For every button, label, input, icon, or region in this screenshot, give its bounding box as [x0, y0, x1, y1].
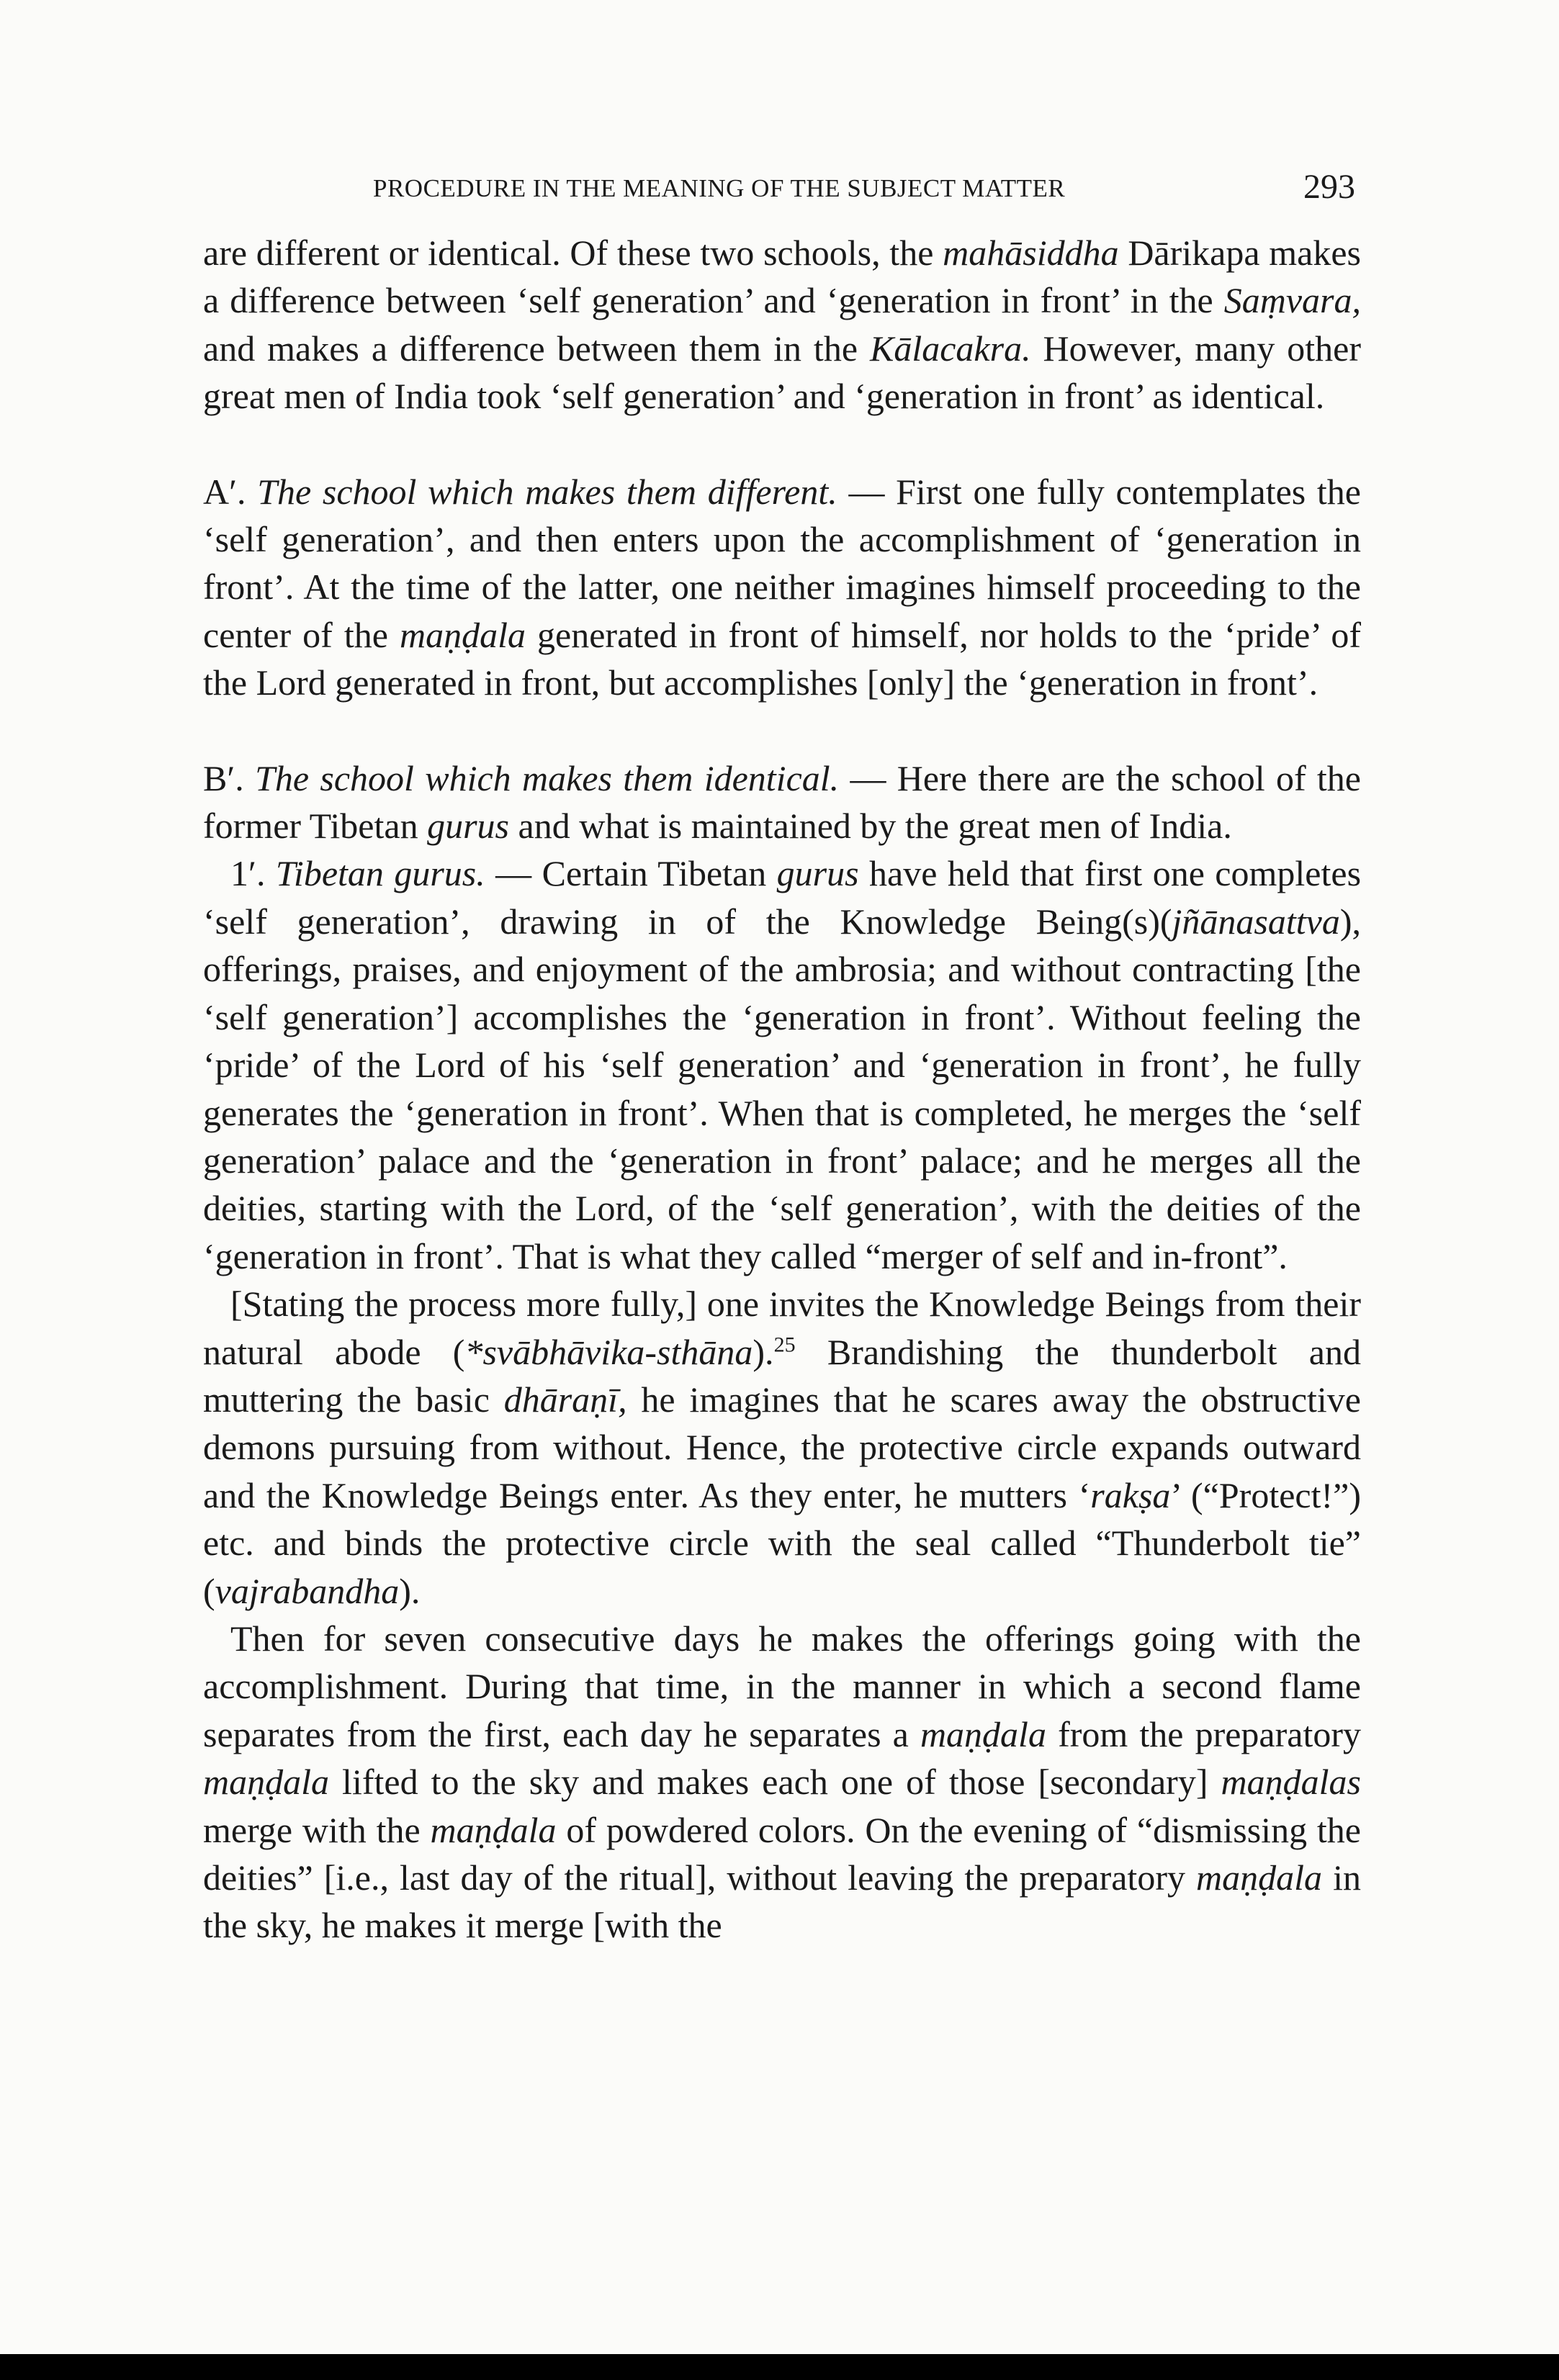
term-mandala: maṇḍala [400, 614, 526, 655]
intro-paragraph [203, 229, 1361, 420]
term-mandalas: maṇḍalas [1221, 1762, 1361, 1803]
page-header [0, 168, 1559, 215]
footnote-ref[interactable]: 25 [773, 1332, 796, 1356]
section-b-text-2: and what is maintained by the great men of India. [509, 806, 1232, 847]
section-a-text-1: — First one fully contemplates the ‘self generation’, and then enters upon the accomplishment of ‘generation in front’. At the time of the latter, one neither imagines himself proceeding to the center of the [203, 471, 1361, 655]
then-text-6: in the sky, he makes it merge [with the [203, 1857, 1361, 1946]
section-a-heading: The school which makes them different. [257, 471, 837, 512]
section-b1-label: 1′. [230, 853, 276, 894]
then-text-4: merge with the [203, 1809, 431, 1850]
term-gurus: gurus [427, 806, 510, 847]
term-mandala: maṇḍala [1196, 1857, 1323, 1898]
stating-text-5: ’ (“Protect!”) etc. and binds the protective circle with the seal called “Thunderbolt tie” ( [203, 1474, 1361, 1611]
stating-text-4: he imagines that he scares away the obstructive demons pursuing from without. Hence, the protective circle expands outward and the Knowledge Beings enter. As they enter, he mutters ‘ [203, 1379, 1361, 1515]
then-text-5: of powdered colors. On the evening of “dismissing the deities” [i.e., last day of the ritual], without leaving the preparatory [203, 1809, 1361, 1898]
term-dharani: dhāraṇī, [503, 1379, 627, 1420]
section-b1-paragraph [203, 849, 1361, 1280]
term-mandala: maṇḍala [430, 1809, 557, 1850]
term-gurus: gurus [776, 853, 859, 894]
intro-text-1: are different or identical. Of these two schools, the [203, 233, 943, 273]
term-vajrabandha: vajrabandha [215, 1570, 400, 1611]
section-b-label: B′. [203, 757, 256, 798]
section-b-text-1: — Here there are the school of the former Tibetan [203, 757, 1361, 847]
body-text [203, 229, 1361, 1949]
intro-text-2: Dārikapa makes a difference between ‘self generation’ and ‘generation in front’ in the [203, 233, 1361, 321]
section-a-paragraph [203, 468, 1361, 707]
then-paragraph [203, 1615, 1361, 1949]
term-samvara: Saṃvara, [1223, 280, 1361, 321]
term-mandala: maṇḍala [203, 1762, 329, 1803]
term-jnanasattva: jñānasattva [1172, 901, 1340, 942]
page-number: 293 [1303, 168, 1355, 206]
stating-text-6: ). [399, 1570, 421, 1611]
stating-text-3: Brandishing the thunderbolt and muttering the basic [203, 1331, 1361, 1420]
stating-paragraph [203, 1280, 1361, 1615]
term-mandala: maṇḍala [920, 1713, 1046, 1754]
term-raksa: rakṣa [1090, 1474, 1171, 1515]
scan-bottom-edge [0, 2354, 1559, 2380]
intro-text-4: However, many other great men of India took ‘self generation’ and ‘generation in front’ as identical. [203, 328, 1362, 417]
then-text-1: Then for seven consecutive days he makes the offerings going with the accomplishment. During that time, in the manner in which a second flame separates from the first, each day he separates a [203, 1618, 1361, 1754]
term-kalacakra: Kālacakra. [869, 328, 1031, 369]
section-a-text-2: generated in front of himself, nor holds to the ‘pride’ of the Lord generated in front, but accomplishes [only] the ‘generation in front’. [203, 614, 1361, 703]
section-b1-text-1: — Certain Tibetan [485, 853, 777, 894]
then-text-3: lifted to the sky and makes each one of those [secondary] [329, 1762, 1221, 1803]
section-b1-text-3: ), offerings, praises, and enjoyment of the ambrosia; and without contracting [the ‘self generation’] accomplishes the ‘generation in front’. Without feeling the ‘pride’ of the Lord of his ‘self generation’ and ‘generation in front’, he fully generates the ‘generation in front’. When that is completed, he merges the ‘self generation’ palace and the ‘generation in front’ palace; and he merges all the deities, starting with the Lord, of the ‘self generation’, with the deities of the ‘generation in front’. That is what they called “merger of self and in-front”. [203, 901, 1361, 1276]
section-b1-text-2: have held that first one completes ‘self generation’, drawing in of the Knowledge Being(s)( [203, 853, 1362, 942]
section-b1-heading: Tibetan gurus. [275, 853, 485, 894]
section-b-paragraph [203, 754, 1361, 850]
then-text-2: from the preparatory [1046, 1713, 1361, 1754]
section-b-heading: The school which makes them identical. [255, 757, 840, 798]
term-mahasiddha: mahāsiddha [943, 233, 1119, 273]
term-svabhavika-sthana: *svābhāvika-sthāna [464, 1331, 753, 1372]
running-head: PROCEDURE IN THE MEANING OF THE SUBJECT MATTER [373, 174, 1066, 202]
stating-text-2: ). [752, 1331, 774, 1372]
stating-text-1: [Stating the process more fully,] one invites the Knowledge Beings from their natural abode ( [203, 1284, 1361, 1372]
section-a-label: A′. [203, 471, 258, 512]
intro-text-3: and makes a difference between them in the [203, 328, 870, 369]
